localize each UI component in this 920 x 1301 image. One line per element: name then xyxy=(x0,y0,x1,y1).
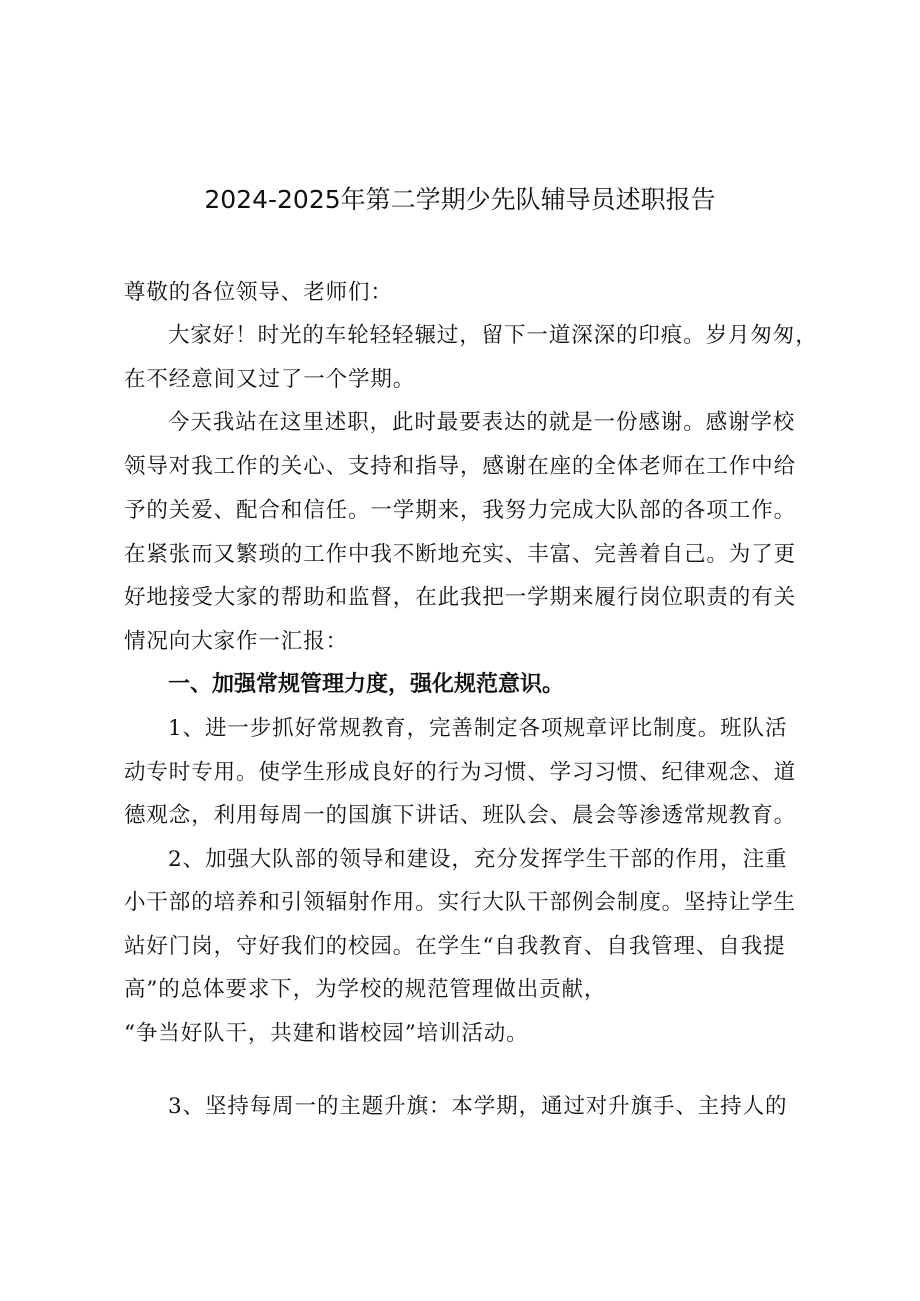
paragraph-line: 站好门岗，守好我们的校园。在学生“自我教育、自我管理、自我提 xyxy=(124,934,786,959)
paragraph-line: 大家好！时光的车轮轻轻辗过，留下一道深深的印痕。岁月匆匆， xyxy=(168,323,818,348)
paragraph-line: 3、坚持每周一的主题升旗：本学期，通过对升旗手、主持人的 xyxy=(168,1094,788,1119)
paragraph-line: 2、加强大队部的领导和建设，充分发挥学生干部的作用，注重 xyxy=(168,847,788,872)
paragraph-line: 动专时专用。使学生形成良好的行为习惯、学习习惯、纪律观念、道 xyxy=(124,760,797,785)
salutation: 尊敬的各位领导、老师们： xyxy=(124,280,393,305)
paragraph-line: 好地接受大家的帮助和监督，在此我把一学期来履行岗位职责的有关 xyxy=(124,585,797,610)
paragraph-line: 予的关爱、配合和信任。一学期来，我努力完成大队部的各项工作。 xyxy=(124,498,797,523)
paragraph-line: 在不经意间又过了一个学期。 xyxy=(124,367,416,392)
document-title: 2024-2025年第二学期少先队辅导员述职报告 xyxy=(204,185,716,214)
paragraph-line: 今天我站在这里述职，此时最要表达的就是一份感谢。感谢学校 xyxy=(168,410,796,435)
paragraph-line: 小干部的培养和引领辐射作用。实行大队干部例会制度。坚持让学生 xyxy=(124,890,797,915)
paragraph-line: 1、进一步抓好常规教育，完善制定各项规章评比制度。班队活 xyxy=(168,716,788,741)
paragraph-line: 在紧张而又繁琐的工作中我不断地充实、丰富、完善着自己。为了更 xyxy=(124,542,797,567)
section-heading: 一、加强常规管理力度，强化规范意识。 xyxy=(168,672,565,697)
paragraph-line: 高”的总体要求下，为学校的规范管理做出贡献， xyxy=(124,977,607,1002)
paragraph-line: 德观念，利用每周一的国旗下讲话、班队会、晨会等渗透常规教育。 xyxy=(124,803,797,828)
paragraph-line: “争当好队干，共建和谐校园”培训活动。 xyxy=(124,1021,529,1046)
paragraph-line: 情况向大家作一汇报： xyxy=(124,629,349,654)
paragraph-line: 领导对我工作的关心、支持和指导，感谢在座的全体老师在工作中给 xyxy=(124,454,797,479)
